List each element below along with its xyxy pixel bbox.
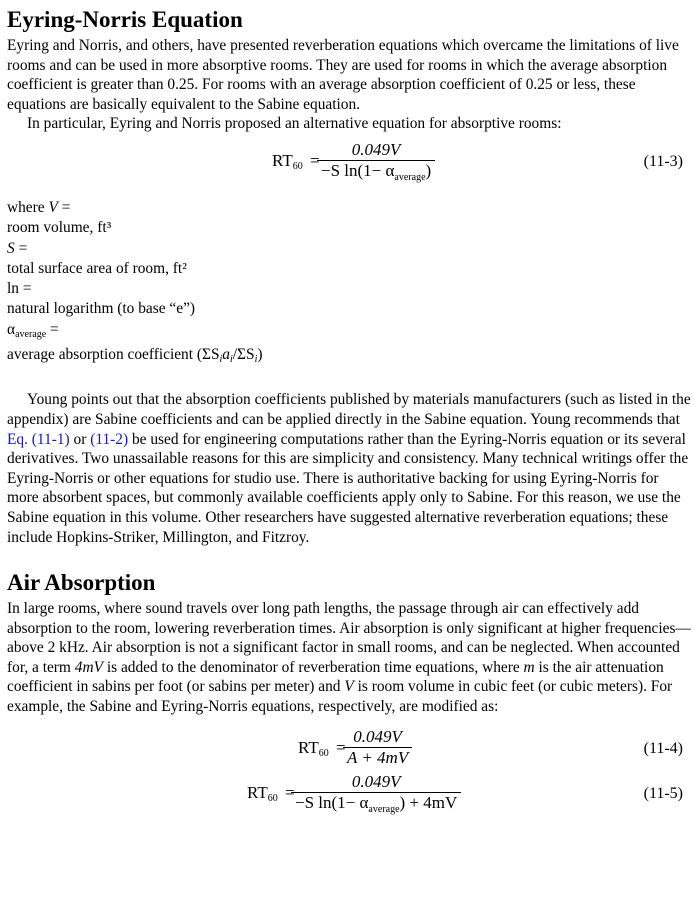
variable-definitions: [7, 198, 691, 370]
equation-11-5: [7, 771, 691, 819]
def-alpha-desc: average absorption coefficient (ΣSiai/ΣSi): [7, 346, 263, 366]
paragraph-eyring-proposal: In particular, Eyring and Norris proposed an alternative equation for absorptive rooms:: [27, 115, 562, 133]
equation-number: (11-5): [643, 784, 683, 802]
equation-11-3: [7, 139, 691, 188]
equation-lhs: $RT_{60}$ =: [272, 150, 320, 172]
equation-numerator: 0.049V: [351, 139, 401, 159]
section-heading-eyring-norris: Eyring-Norris Equation: [7, 7, 243, 32]
equation-numerator: 0.049V: [351, 771, 401, 791]
equation-numerator: 0.049V: [353, 726, 402, 746]
paragraph-eyring-intro: Eyring and Norris, and others, have presented reverberation equations which overcame the limitations of live rooms and can be used in more absorptive rooms. They are used for rooms in which the average absorption coefficient is greater than 0.25. For rooms with an average absorption coefficient of 0.25 or less, these equations are basically equivalent to the Sabine equation.: [7, 37, 679, 113]
def-ln-symbol: ln =: [7, 280, 32, 298]
def-s-desc: total surface area of room, ft²: [7, 259, 187, 277]
def-v-symbol: where V =: [7, 198, 71, 216]
equation-11-4: [7, 726, 691, 771]
equation-denominator: −S $\ln(1- \alpha_{average}) + 4mV$: [291, 792, 461, 820]
equation-lhs: $RT_{60}$ =: [247, 782, 295, 804]
def-alpha-symbol: αaverage =: [7, 320, 59, 340]
equation-denominator: A + 4mV: [343, 747, 412, 768]
equation-fraction: [343, 727, 412, 768]
def-v-desc: room volume, ft³: [7, 219, 112, 237]
equation-number: (11-4): [643, 739, 683, 757]
equation-lhs: $RT_{60}$ =: [298, 737, 346, 759]
section-heading-air-absorption: Air Absorption: [7, 570, 156, 596]
link-eq-11-1[interactable]: Eq. (11-1): [7, 430, 70, 448]
document-page: [7, 0, 691, 819]
equation-denominator: −S $\ln(1- \alpha_{average})$: [317, 160, 435, 188]
link-eq-11-2[interactable]: (11-2): [90, 430, 129, 448]
paragraph-young-recommendation: Young points out that the absorption coefficients published by materials manufacturers (such as listed in the appendix) are Sabine coefficients and can be applied directly in the Sabine equation. Young recommends that Eq. (11-1) or (11-2) be used for engineering computations rather than the Eyring-Norris equation or its several derivatives. Two unassailable reasons for this are simplicity and consistency. Many technical writings offer the Eyring-Norris or other equations for studio use. There is authoritative backing for using Eyring-Norris for more absorbent spaces, but commonly available coefficients apply only to Sabine. For this reason, we use the Sabine equation in this volume. Other researchers have suggested alternative reverberation equations; these include Hopkins-Striker, Millington, and Fitzroy.: [7, 391, 691, 546]
def-ln-desc: natural logarithm (to base “e”): [7, 300, 196, 318]
equation-fraction: [291, 772, 461, 820]
paragraph-air-absorption: In large rooms, where sound travels over long path lengths, the passage through air can effectively add absorption to the room, lowering reverberation times. Air absorption is only significant at higher frequencies—above 2 kHz. Air absorption is not a significant factor in small rooms, and can be neglected. When accounted for, a term 4mV is added to the denominator of reverberation time equations, where m is the air attenuation coefficient in sabins per foot (or sabins per meter) and V is room volume in cubic feet (or cubic meters). For example, the Sabine and Eyring-Norris equations, respectively, are modified as:: [7, 600, 691, 716]
def-s-symbol: S =: [7, 239, 28, 257]
equation-number: (11-3): [643, 152, 683, 170]
equation-fraction: [317, 140, 435, 188]
